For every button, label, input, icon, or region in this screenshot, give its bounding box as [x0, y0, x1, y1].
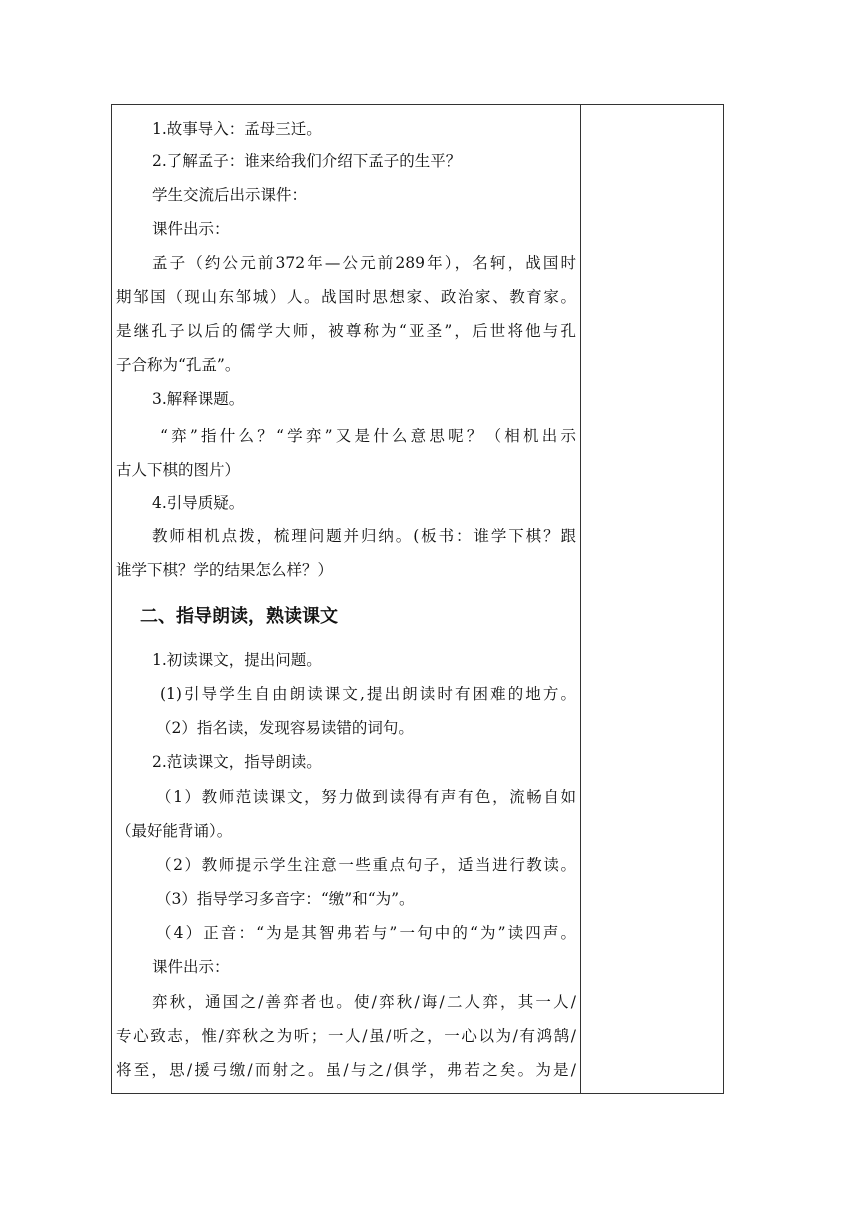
lesson-plan-table [111, 104, 724, 1094]
text-line: 2.范读课文，指导朗读。 [152, 753, 322, 771]
text-line: 是继孔子以后的儒学大师，被尊称为“亚圣”，后世将他与孔 [116, 322, 576, 340]
text-line: 谁学下棋？学的结果怎么样？） [116, 561, 334, 579]
text-line: 专心致志，惟/弈秋之为听；一人/虽/听之，一心以为/有鸿鹄/ [116, 1027, 576, 1045]
text-line: 课件出示： [152, 220, 230, 238]
text-line: 将至，思/援弓缴/而射之。虽/与之/俱学，弗若之矣。为是/ [116, 1061, 576, 1079]
text-line: 古人下棋的图片） [116, 461, 241, 479]
notes-cell [581, 105, 723, 1093]
text-line: “弈”指什么？“学弈”又是什么意思呢？（相机出示 [160, 427, 576, 445]
text-line: 1.故事导入：孟母三迁。 [152, 120, 322, 138]
text-line: （4）正音：“为是其智弗若与”一句中的“为”读四声。 [156, 924, 576, 942]
text-line: 期邹国（现山东邹城）人。战国时思想家、政治家、教育家。 [116, 288, 576, 306]
teaching-process-cell [112, 105, 580, 1093]
text-line: （最好能背诵）。 [116, 822, 233, 840]
text-line: 子合称为“孔孟”。 [116, 356, 241, 374]
text-line: （3）指导学习多音字：“缴”和“为”。 [156, 890, 415, 908]
text-line: 教师相机点拨，梳理问题并归纳。(板书：谁学下棋？跟 [152, 527, 576, 545]
text-line: 弈秋，通国之/善弈者也。使/弈秋/诲/二人弈，其一人/ [152, 993, 576, 1011]
text-line: （2）教师提示学生注意一些重点句子，适当进行教读。 [156, 856, 576, 874]
text-line: 课件出示： [152, 958, 230, 976]
text-line: 2.了解孟子：谁来给我们介绍下孟子的生平？ [152, 152, 462, 170]
text-line: （1）教师范读课文，努力做到读得有声有色，流畅自如 [156, 788, 576, 806]
text-line: 学生交流后出示课件： [152, 186, 308, 204]
text-line: （2）指名读，发现容易读错的词句。 [156, 719, 414, 737]
text-line: 1.初读课文，提出问题。 [152, 651, 322, 669]
text-line: (1)引导学生自由朗读课文,提出朗读时有困难的地方。 [160, 685, 576, 703]
text-line: 3.解释课题。 [152, 390, 245, 408]
text-line: 孟子（约公元前372年—公元前289年），名轲，战国时 [152, 254, 576, 272]
text-line: 4.引导质疑。 [152, 494, 245, 512]
section-heading: 二、指导朗读，熟读课文 [140, 606, 338, 627]
